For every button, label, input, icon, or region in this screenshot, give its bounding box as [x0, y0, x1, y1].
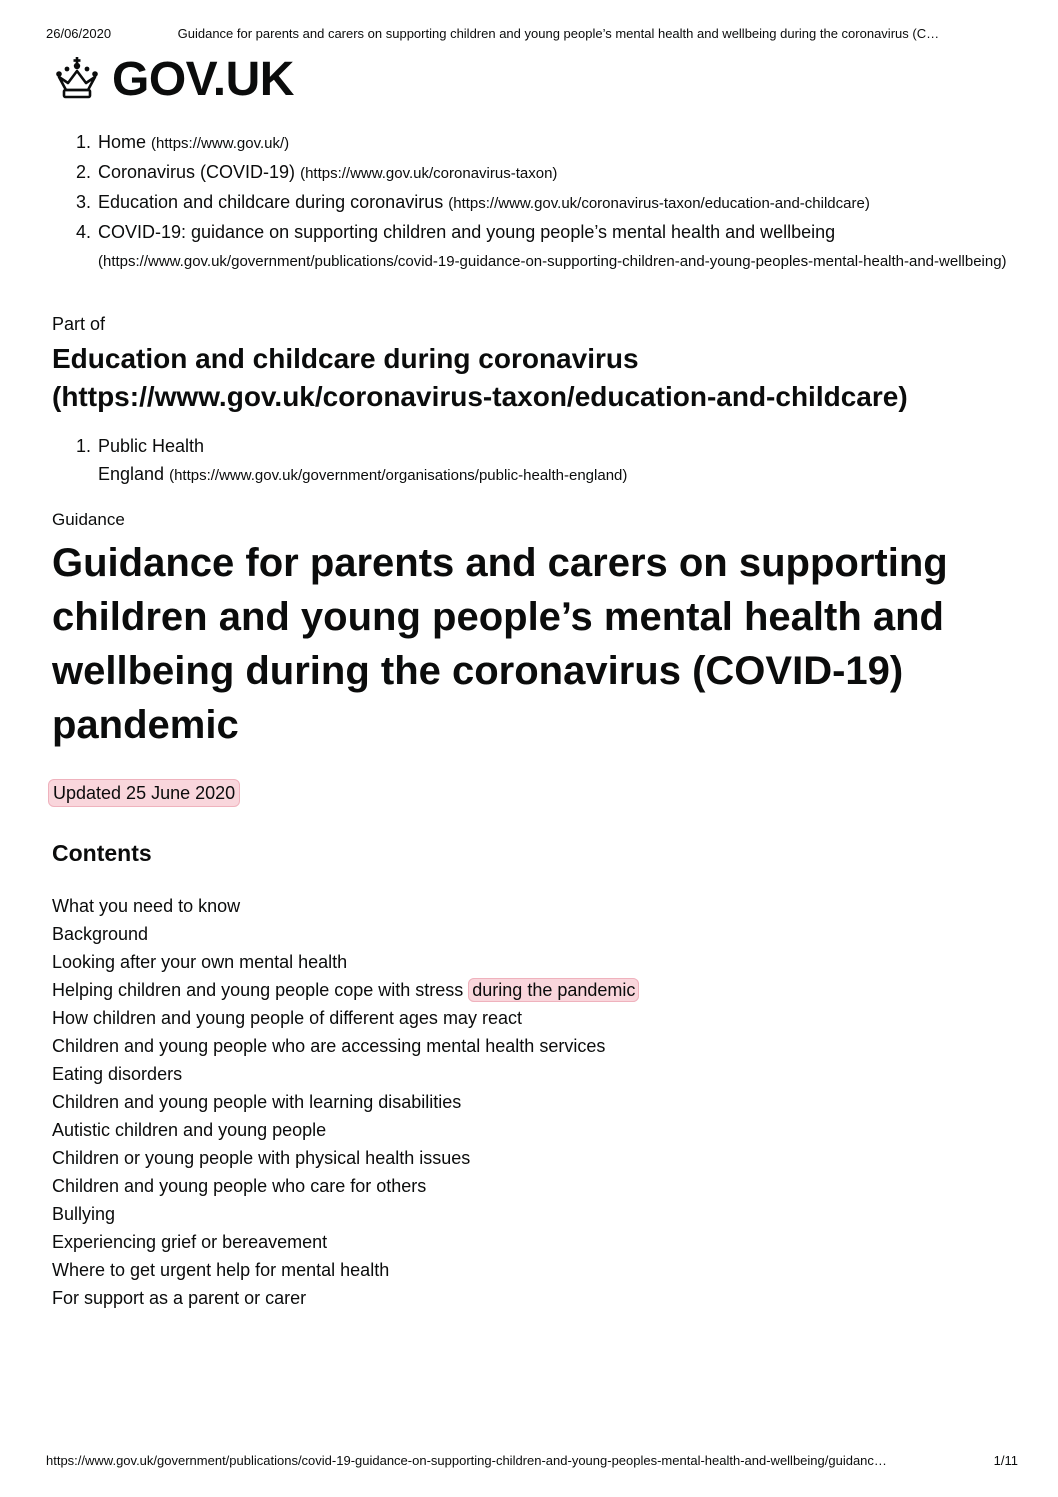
highlighted-text[interactable]: during the pandemic	[468, 978, 639, 1002]
document-type: Guidance	[52, 510, 125, 529]
logo-text: GOV.UK	[112, 53, 294, 106]
contents-item-text[interactable]: Helping children and young people cope with stress	[52, 980, 464, 1000]
govuk-logo[interactable]	[52, 52, 294, 107]
contents-item[interactable]	[52, 976, 952, 1004]
print-footer	[46, 1453, 1018, 1468]
contents-item[interactable]: Children and young people with learning disabilities	[52, 1092, 462, 1112]
breadcrumb-item[interactable]	[76, 188, 1016, 218]
contents-list	[52, 892, 952, 1312]
contents-item[interactable]: For support as a parent or carer	[52, 1288, 307, 1308]
page-title: Guidance for parents and carers on supporting children and young people’s mental health and wellbeing during the coronavirus (COVID-19) pandemic	[52, 541, 948, 747]
breadcrumb-url: (https://www.gov.uk/government/publications/covid-19-guidance-on-supporting-children-and-young-peoples-mental-health-and-wellbeing)	[98, 253, 1007, 270]
contents-item[interactable]: Bullying	[52, 1204, 116, 1224]
print-footer-url: https://www.gov.uk/government/publications/covid-19-guidance-on-supporting-children-and-young-peoples-mental-health-and-wellbeing/guidanc…	[46, 1453, 887, 1468]
breadcrumb-url: (https://www.gov.uk/)	[151, 135, 290, 152]
contents-item[interactable]: Eating disorders	[52, 1064, 183, 1084]
breadcrumb-label[interactable]: Education and childcare during coronavirus	[98, 192, 444, 212]
breadcrumb-label[interactable]: Home	[98, 132, 147, 152]
contents-item[interactable]: Autistic children and young people	[52, 1120, 327, 1140]
list-number: 1.	[76, 436, 92, 456]
print-date: 26/06/2020	[46, 26, 112, 41]
list-number: 1.	[76, 132, 92, 152]
page-number: 1/11	[993, 1453, 1018, 1468]
breadcrumb-item[interactable]	[76, 158, 1016, 188]
list-number: 3.	[76, 192, 92, 212]
organisation-item[interactable]	[76, 432, 776, 490]
contents-item[interactable]: Experiencing grief or bereavement	[52, 1232, 328, 1252]
organisation-list	[76, 432, 776, 490]
breadcrumb-item[interactable]	[76, 218, 1016, 276]
organisation-name-line2[interactable]: England	[98, 464, 165, 484]
contents-item[interactable]: Looking after your own mental health	[52, 952, 348, 972]
contents-heading: Contents	[52, 840, 152, 866]
updated-date: Updated 25 June 2020	[48, 779, 240, 807]
contents-item[interactable]: Background	[52, 924, 149, 944]
breadcrumb	[76, 128, 1016, 276]
print-header	[46, 26, 1018, 41]
print-title: Guidance for parents and carers on supporting children and young people’s mental health and wellbeing during the coronavirus (C…	[177, 26, 940, 41]
breadcrumb-label[interactable]: Coronavirus (COVID-19)	[98, 162, 296, 182]
contents-item[interactable]: Children and young people who are accessing mental health services	[52, 1036, 606, 1056]
breadcrumb-url: (https://www.gov.uk/coronavirus-taxon/education-and-childcare)	[448, 195, 870, 212]
taxon-link[interactable]: Education and childcare during coronavirus (https://www.gov.uk/coronavirus-taxon/education-and-childcare)	[52, 343, 908, 412]
crown-icon	[52, 55, 102, 105]
organisation-url: (https://www.gov.uk/government/organisations/public-health-england)	[169, 467, 628, 484]
list-number: 4.	[76, 222, 92, 242]
breadcrumb-label[interactable]: COVID-19: guidance on supporting children and young people’s mental health and wellbeing	[98, 222, 836, 242]
breadcrumb-url: (https://www.gov.uk/coronavirus-taxon)	[300, 165, 558, 182]
part-of-label: Part of	[52, 314, 106, 334]
contents-item[interactable]: How children and young people of different ages may react	[52, 1008, 522, 1028]
contents-item[interactable]: Children or young people with physical health issues	[52, 1148, 471, 1168]
breadcrumb-item[interactable]	[76, 128, 1016, 158]
contents-item[interactable]: Where to get urgent help for mental health	[52, 1260, 390, 1280]
organisation-name-line1[interactable]: Public Health	[98, 436, 205, 456]
contents-item[interactable]: Children and young people who care for others	[52, 1176, 427, 1196]
contents-item[interactable]: What you need to know	[52, 896, 241, 916]
list-number: 2.	[76, 162, 92, 182]
